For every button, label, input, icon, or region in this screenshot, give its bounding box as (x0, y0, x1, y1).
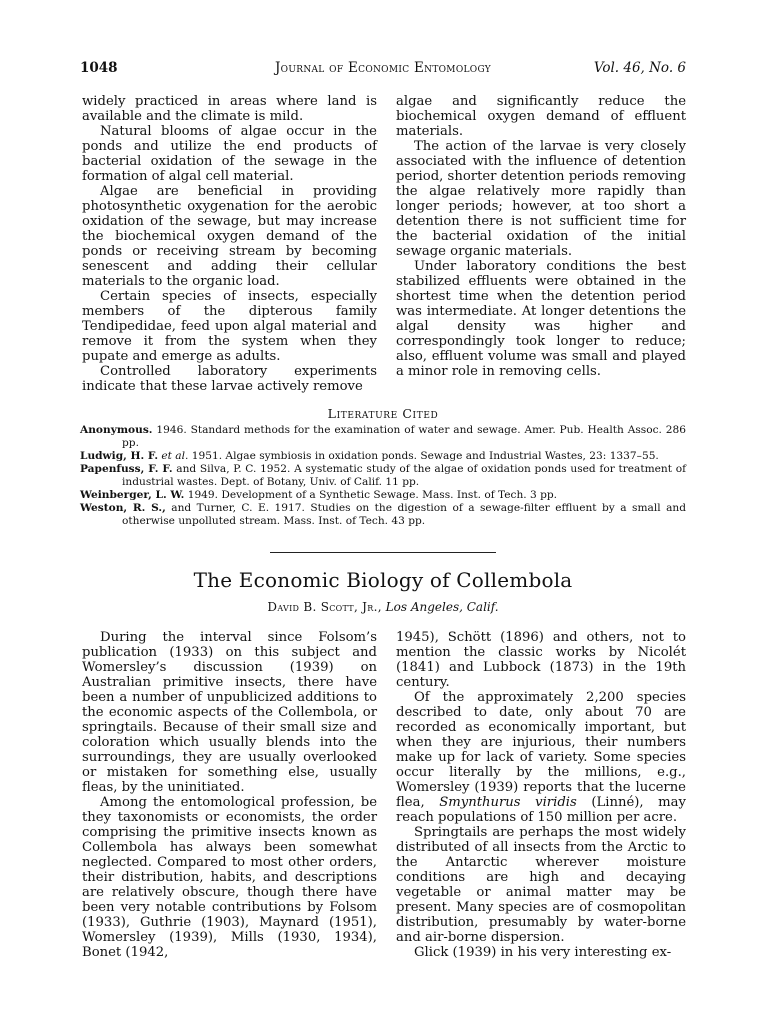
top-right-column (396, 94, 686, 379)
paragraph: Natural blooms of algae occur in the ponds and utilize the end products of bacterial oxidation of the sewage in the formation of algal cell material. (82, 124, 377, 184)
reference-text: 1951. Algae symbiosis in oxidation ponds. Sewage and Industrial Wastes, 23: 1337–55. (191, 450, 659, 462)
volume-issue: Vol. 46, No. 6 (593, 60, 686, 76)
article-author: David B. Scott, Jr., (267, 600, 382, 614)
paragraph: Under laboratory conditions the best stabilized effluents were obtained in the shortest time when the detention period was intermediate. At longer detentions the algal density was higher and correspondingly took longer to reduce; also, effluent volume was small and played a minor role in removing cells. (396, 259, 686, 379)
reference-author: Weinberger, L. W. (80, 489, 185, 501)
reference-text: 1946. Standard methods for the examination of water and sewage. Amer. Pub. Health Assoc. 286 pp. (122, 424, 687, 449)
byline (80, 600, 686, 614)
reference-author: Ludwig, H. F. (80, 450, 159, 462)
paragraph: algae and significantly reduce the biochemical oxygen demand of effluent materials. (396, 94, 686, 139)
paragraph-text: (Linné), may reach populations of 150 million per acre. (396, 795, 686, 825)
paragraph-text: Of the approximately 2,200 species described to date, only about 70 are recorded as economically important, but when they are injurious, their numbers make up for lack of variety. Some species occur literally by the millions, e.g., Womersley (1939) reports that the lucerne flea, (396, 690, 686, 810)
reference-author: Papenfuss, F. F. (80, 463, 173, 475)
article-right-column (396, 630, 686, 960)
paragraph: widely practiced in areas where land is available and the climate is mild. (82, 94, 377, 124)
paragraph: Certain species of insects, especially members of the dipterous family Tendipedidae, feed upon algal material and remove it from the system when they pupate and emerge as adults. (82, 289, 377, 364)
reference-text: and Silva, P. C. 1952. A systematic study of the algae of oxidation ponds used for treatment of industrial wastes. Dept. of Botany, Univ. of Calif. 11 pp. (122, 463, 686, 488)
section-divider (270, 552, 496, 553)
reference-item (80, 502, 686, 528)
paragraph (396, 690, 686, 825)
reference-author-etal: et al. (161, 450, 189, 462)
running-header (80, 60, 686, 80)
literature-cited-heading: Literature Cited (327, 406, 439, 421)
article-title: The Economic Biology of Collembola (193, 568, 573, 592)
paragraph: Algae are beneficial in providing photosynthetic oxygenation for the aerobic oxidation of the sewage, but may increase the biochemical oxygen demand of the ponds or receiving stream by becoming senescent and adding their cellular materials to the organic load. (82, 184, 377, 289)
reference-list (80, 424, 686, 528)
reference-text: and Turner, C. E. 1917. Studies on the digestion of a sewage-filter effluent by a small and otherwise unpolluted stream. Mass. Inst. of Tech. 43 pp. (122, 502, 686, 527)
journal-title: Journal of Economic Entomology (274, 60, 492, 76)
paragraph: 1945), Schött (1896) and others, not to mention the classic works by Nicolét (1841) and Lubbock (1873) in the 19th century. (396, 630, 686, 690)
paragraph: Controlled laboratory experiments indicate that these larvae actively remove (82, 364, 377, 394)
article-location: Los Angeles, Calif. (385, 600, 499, 614)
reference-item (80, 489, 686, 502)
paragraph: During the interval since Folsom’s publication (1933) on this subject and Womersley’s discussion (1939) on Australian primitive insects, there have been a number of unpublicized additions to the economic aspects of the Collembola, or springtails. Because of their small size and coloration which usually blends into the surroundings, they are usually overlooked or mistaken for something else, usually fleas, by the uninitiated. (82, 630, 377, 795)
reference-author: Anonymous. (80, 424, 153, 436)
species-name: Smynthurus viridis (439, 795, 577, 810)
article-left-column (82, 630, 377, 960)
reference-item (80, 463, 686, 489)
paragraph: Among the entomological profession, be they taxonomists or economists, the order comprising the primitive insects known as Collembola has always been somewhat neglected. Compared to most other orders, their distribution, habits, and descriptions are relatively obscure, though there have been very notable contributions by Folsom (1933), Guthrie (1903), Maynard (1951), Womersley (1939), Mills (1930, 1934), Bonet (1942, (82, 795, 377, 960)
paragraph: The action of the larvae is very closely associated with the influence of detention period, shorter detention periods removing the algae relatively more rapidly than longer periods; however, at too short a detention there is not sufficient time for the bacterial oxidation of the initial sewage organic materials. (396, 139, 686, 259)
reference-item (80, 424, 686, 450)
paragraph: Glick (1939) in his very interesting ex- (414, 945, 672, 960)
paragraph: Springtails are perhaps the most widely distributed of all insects from the Arctic to the Antarctic wherever moisture conditions are high and decaying vegetable or animal matter may be present. Many species are of cosmopolitan distribution, presumably by water-borne and air-borne dispersion. (396, 825, 686, 945)
reference-item (80, 450, 686, 463)
top-left-column (82, 94, 377, 394)
reference-text: 1949. Development of a Synthetic Sewage. Mass. Inst. of Tech. 3 pp. (187, 489, 558, 501)
page-number: 1048 (80, 60, 118, 76)
reference-author: Weston, R. S., (80, 502, 166, 514)
